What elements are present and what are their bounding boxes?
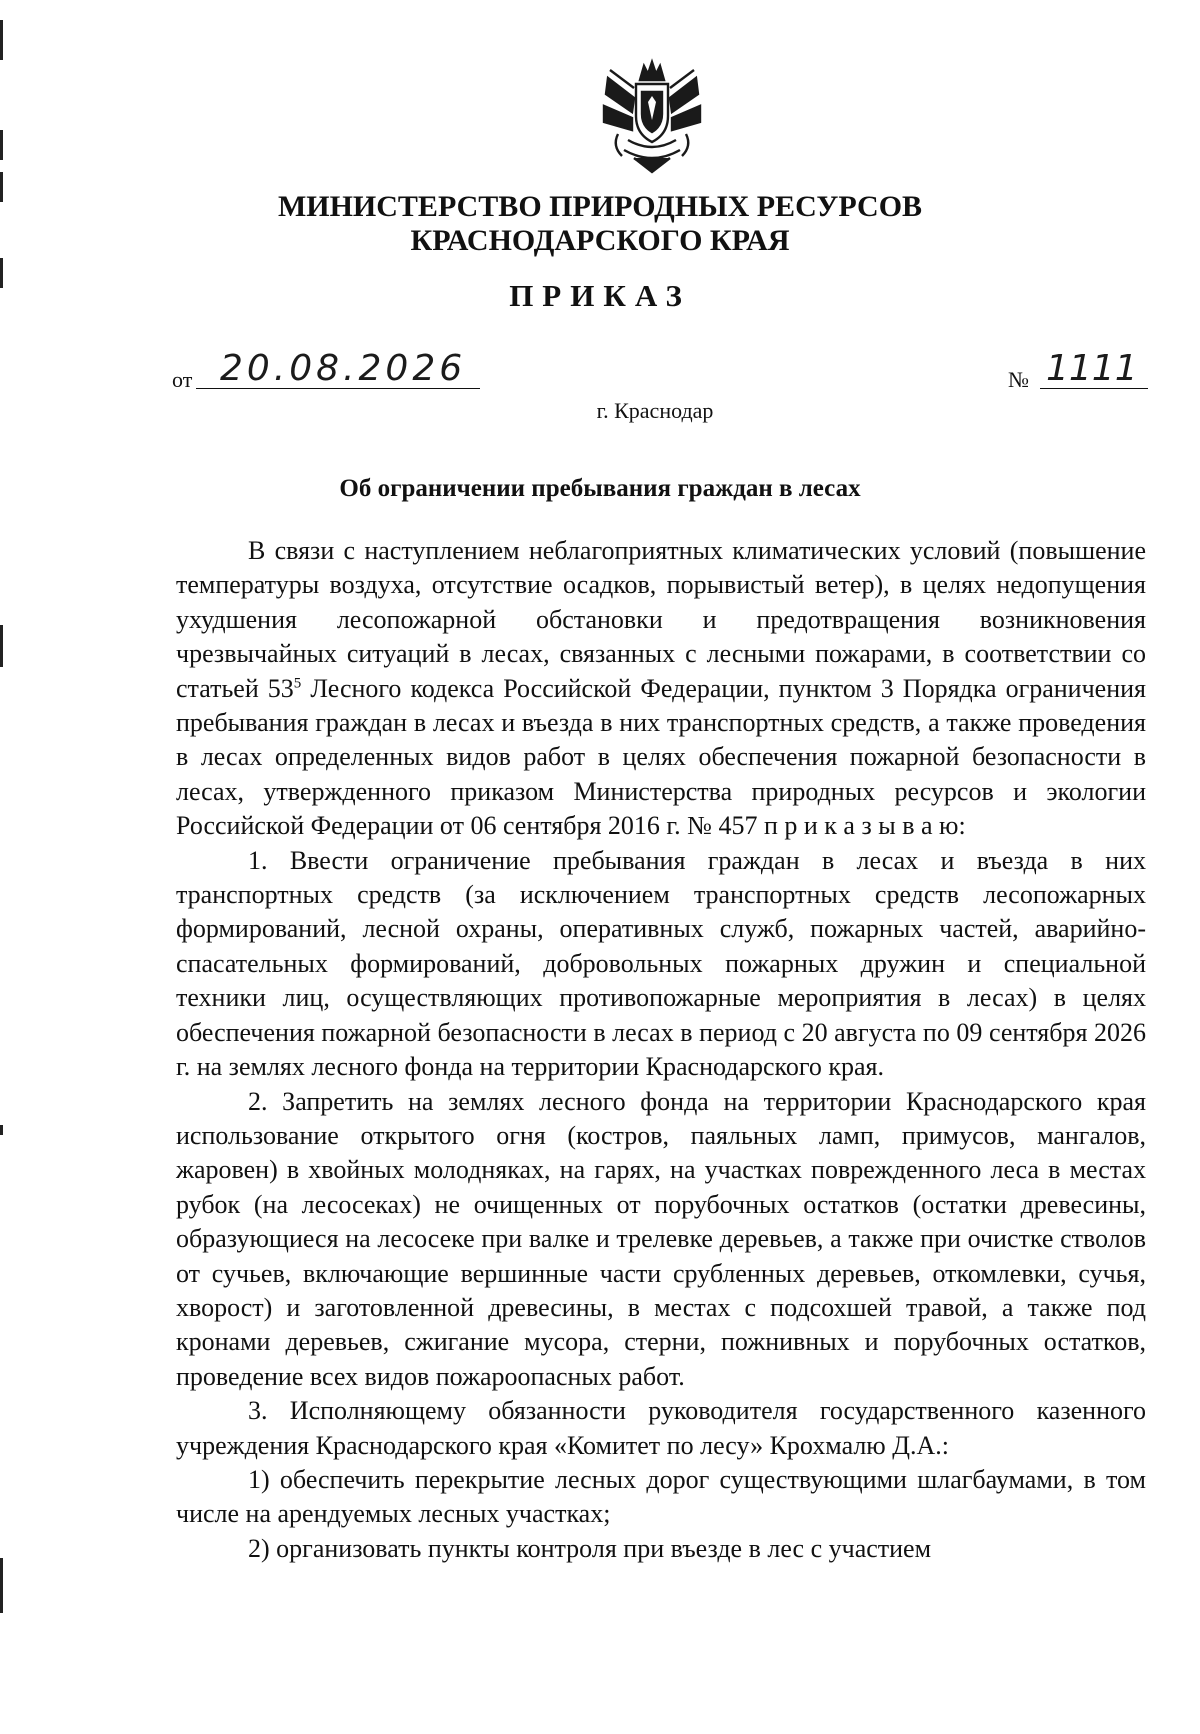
intro-text-b: Лесного кодекса Российской Федерации, пунктом 3 Порядка ограничения пребывания граждан в лесах и въезда в них транспортных средств, а также проведения в лесах определенных видов работ в целях обеспечения пожарной безопасности в лесах, утвержденного приказом Министерства природных ресурсов и экологии Российской Федерации от 06 сентября 2016 г. № 457 [176,673,1146,841]
document-body [176,534,1146,1566]
ministry-name [0,190,1200,258]
document-number: 1111 [1046,348,1138,389]
scan-edge-mark [0,625,3,667]
date-from-label: от [172,367,193,392]
item-3-1: 1) обеспечить перекрытие лесных дорог существующими шлагбаумами, в том числе на арендуемых лесных участках; [176,1464,1146,1529]
scan-edge-mark [0,1558,3,1613]
city: г. Краснодар [596,398,714,423]
article-superscript: 5 [293,674,302,691]
document-type: ПРИКАЗ [509,278,691,313]
intro-text-a: В связи с наступлением неблагоприятных климатических условий (повышение температуры воздуха, отсутствие осадков, порывистый ветер), в целях недопущения ухудшения лесопожарной обстановки и предотвращения возникновения чрезвычайных ситуаций в лесах, связанных с лесными пожарами, в соответствии со статьей 53 [176,536,1146,703]
scan-edge-mark [0,20,3,60]
intro-orders: п р и к а з ы в а ю: [763,811,966,841]
document-date: 20.08.2026 [220,348,467,389]
ministry-name-line2: КРАСНОДАРСКОГО КРАЯ [410,224,790,257]
number-label: № [1008,367,1029,392]
ministry-name-line1: МИНИСТЕРСТВО ПРИРОДНЫХ РЕСУРСОВ [277,190,923,223]
item-3-2: 2) организовать пункты контроля при въезде в лес с участием [248,1533,932,1563]
intro-paragraph [176,534,1146,844]
item-3: 3. Исполняющему обязанности руководителя государственного казенного учреждения Краснодарского края «Комитет по лесу» Крохмалю Д.А.: [176,1396,1146,1460]
coat-of-arms-emblem [598,58,706,176]
item-1: 1. Ввести ограничение пребывания граждан в лесах и въезда в них транспортных средств (за исключением транспортных средств лесопожарных формирований, лесной охраны, оперативных служб, пожарных частей, аварийно-спасательных формирований, добровольных пожарных дружин и специальной техники лиц, осуществляющих противопожарные мероприятия в лесах) в целях обеспечения пожарной безопасности в лесах в период с 20 августа по 09 сентября 2026 г. на землях лесного фонда на территории Краснодарского края. [176,845,1146,1082]
document-subject: Об ограничении пребывания граждан в лесах [339,475,861,502]
item-2: 2. Запретить на землях лесного фонда на территории Краснодарского края использование открытого огня (костров, паяльных ламп, примусов, мангалов, жаровен) в хвойных молодняках, на гарях, на участках поврежденного леса в местах рубок (на лесосеках) не очищенных от порубочных остатков (остатки древесины, образующиеся на лесосеке при валке и трелевке деревьев, а также при очистке стволов от сучьев, включающие вершинные части срубленных деревьев, откомлевки, сучья, хворост) и заготовленной древесины, в местах с подсохшей травой, а также под кронами деревьев, сжигание мусора, стерни, пожнивных и порубочных остатков, проведение всех видов пожароопасных работ. [176,1086,1146,1391]
scan-edge-mark [0,1125,3,1135]
scan-edge-mark [0,130,3,160]
